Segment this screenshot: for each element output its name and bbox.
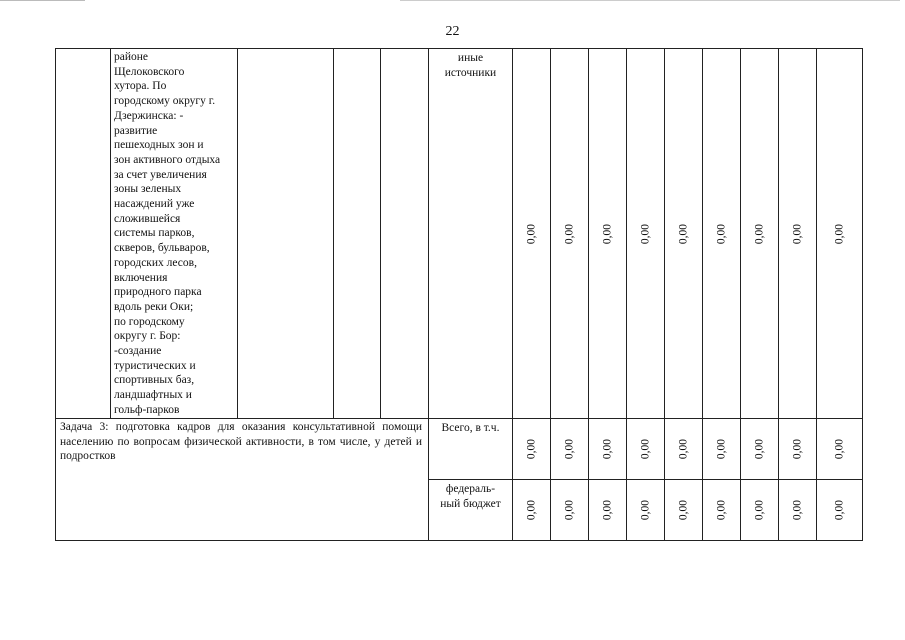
value-cell: 0,00 [627, 419, 665, 480]
value-cell: 0,00 [551, 419, 589, 480]
value-cell: 0,00 [551, 480, 589, 541]
value-cell: 0,00 [589, 49, 627, 419]
scan-mark-left [0, 0, 85, 1]
funding-source-cell: Всего, в т.ч. [429, 419, 513, 480]
value-cell: 0,00 [703, 419, 741, 480]
value-cell: 0,00 [513, 419, 551, 480]
value-cell: 0,00 [741, 480, 779, 541]
value-cell: 0,00 [779, 480, 817, 541]
value-cell: 0,00 [513, 49, 551, 419]
value-cell: 0,00 [551, 49, 589, 419]
funding-source-cell: иные источники [429, 49, 513, 419]
value-cell: 0,00 [741, 49, 779, 419]
value-cell: 0,00 [627, 480, 665, 541]
funding-table [55, 48, 863, 541]
task-3-cell: Задача 3: подготовка кадров для оказания консультативной помощи населению по вопросам физической активности, в том числе, у детей и подростков [56, 419, 429, 541]
value-cell: 0,00 [703, 49, 741, 419]
value-cell: 0,00 [513, 480, 551, 541]
blank-cell [56, 49, 111, 419]
scan-mark-right [400, 0, 900, 1]
value-cell: 0,00 [627, 49, 665, 419]
table-row-task3-total [56, 419, 863, 480]
value-cell: 0,00 [665, 419, 703, 480]
value-cell: 0,00 [779, 49, 817, 419]
value-cell: 0,00 [665, 49, 703, 419]
blank-cell [238, 49, 334, 419]
value-cell: 0,00 [589, 480, 627, 541]
value-cell: 0,00 [817, 49, 863, 419]
blank-cell [334, 49, 381, 419]
value-cell: 0,00 [741, 419, 779, 480]
funding-source-cell: федераль- ный бюджет [429, 480, 513, 541]
blank-cell [381, 49, 429, 419]
table-row-continuation [56, 49, 863, 419]
value-cell: 0,00 [589, 419, 627, 480]
value-cell: 0,00 [779, 419, 817, 480]
value-cell: 0,00 [817, 480, 863, 541]
page-number: 22 [445, 24, 460, 39]
value-cell: 0,00 [665, 480, 703, 541]
activity-description-cell: районе Щелоковского хутора. По городскому округу г. Дзержинска: - развитие пешеходных зон и зон активного отдыха за счет увеличения зоны зеленых насаждений уже сложившейся системы парков, скверов, бульваров, городских лесов, включения природного парка вдоль реки Оки; по городскому округу г. Бор: -создание туристических и спортивных баз, ландшафтных и гольф-парков [111, 49, 238, 419]
value-cell: 0,00 [817, 419, 863, 480]
value-cell: 0,00 [703, 480, 741, 541]
